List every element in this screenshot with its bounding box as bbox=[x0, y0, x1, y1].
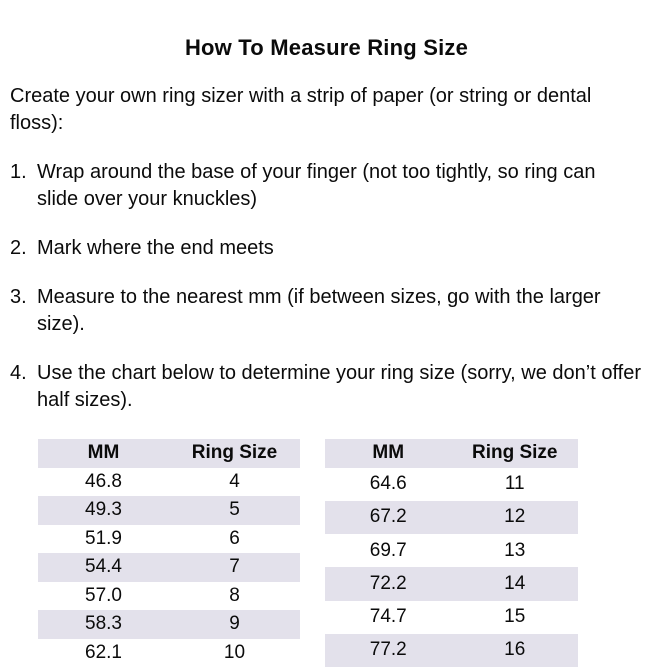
ring-size-table-left bbox=[38, 439, 300, 667]
table-row bbox=[325, 601, 578, 634]
mm-value: 51.9 bbox=[38, 525, 169, 554]
ring-size-value: 10 bbox=[169, 639, 300, 667]
step-number: 1. bbox=[10, 159, 37, 213]
step-text: Measure to the nearest mm (if between sizes, go with the larger size). bbox=[37, 284, 641, 338]
ring-size-value: 13 bbox=[452, 534, 579, 567]
mm-value: 46.8 bbox=[38, 468, 169, 497]
table-row bbox=[38, 610, 300, 639]
table-header-row bbox=[325, 439, 578, 468]
step-number: 3. bbox=[10, 284, 37, 338]
ring-size-value: 12 bbox=[452, 501, 579, 534]
step-2 bbox=[10, 235, 641, 262]
ring-size-value: 15 bbox=[452, 601, 579, 634]
mm-value: 69.7 bbox=[325, 534, 452, 567]
table-row bbox=[325, 634, 578, 667]
step-text: Use the chart below to determine your ring size (sorry, we don’t offer half sizes). bbox=[37, 360, 641, 414]
mm-value: 77.2 bbox=[325, 634, 452, 667]
ring-size-value: 14 bbox=[452, 567, 579, 600]
step-4 bbox=[10, 360, 641, 414]
step-3 bbox=[10, 284, 641, 338]
ring-size-column-header: Ring Size bbox=[452, 439, 579, 468]
mm-value: 57.0 bbox=[38, 582, 169, 611]
mm-value: 64.6 bbox=[325, 468, 452, 501]
ring-size-value: 8 bbox=[169, 582, 300, 611]
step-1 bbox=[10, 159, 641, 213]
mm-value: 74.7 bbox=[325, 601, 452, 634]
table-row bbox=[325, 567, 578, 600]
ring-size-value: 16 bbox=[452, 634, 579, 667]
table-row bbox=[325, 468, 578, 501]
table-row bbox=[38, 525, 300, 554]
table-row bbox=[38, 553, 300, 582]
mm-value: 49.3 bbox=[38, 496, 169, 525]
mm-value: 54.4 bbox=[38, 553, 169, 582]
mm-column-header: MM bbox=[325, 439, 452, 468]
table-row bbox=[38, 468, 300, 497]
step-number: 4. bbox=[10, 360, 37, 414]
mm-value: 62.1 bbox=[38, 639, 169, 667]
ring-size-column-header: Ring Size bbox=[169, 439, 300, 468]
table-row bbox=[325, 501, 578, 534]
page-title: How To Measure Ring Size bbox=[0, 0, 653, 61]
ring-size-tables bbox=[38, 439, 653, 667]
table-row bbox=[325, 534, 578, 567]
ring-size-value: 5 bbox=[169, 496, 300, 525]
step-text: Mark where the end meets bbox=[37, 235, 641, 262]
mm-value: 58.3 bbox=[38, 610, 169, 639]
ring-size-value: 9 bbox=[169, 610, 300, 639]
table-header-row bbox=[38, 439, 300, 468]
ring-size-table-right bbox=[325, 439, 578, 667]
ring-size-value: 4 bbox=[169, 468, 300, 497]
table-row bbox=[38, 496, 300, 525]
ring-size-value: 6 bbox=[169, 525, 300, 554]
mm-column-header: MM bbox=[38, 439, 169, 468]
step-text: Wrap around the base of your finger (not too tightly, so ring can slide over your knuckles) bbox=[37, 159, 641, 213]
ring-size-value: 11 bbox=[452, 468, 579, 501]
step-number: 2. bbox=[10, 235, 37, 262]
instruction-steps bbox=[10, 159, 641, 414]
table-row bbox=[38, 582, 300, 611]
mm-value: 72.2 bbox=[325, 567, 452, 600]
intro-paragraph: Create your own ring sizer with a strip of paper (or string or dental floss): bbox=[10, 83, 641, 137]
mm-value: 67.2 bbox=[325, 501, 452, 534]
ring-size-value: 7 bbox=[169, 553, 300, 582]
